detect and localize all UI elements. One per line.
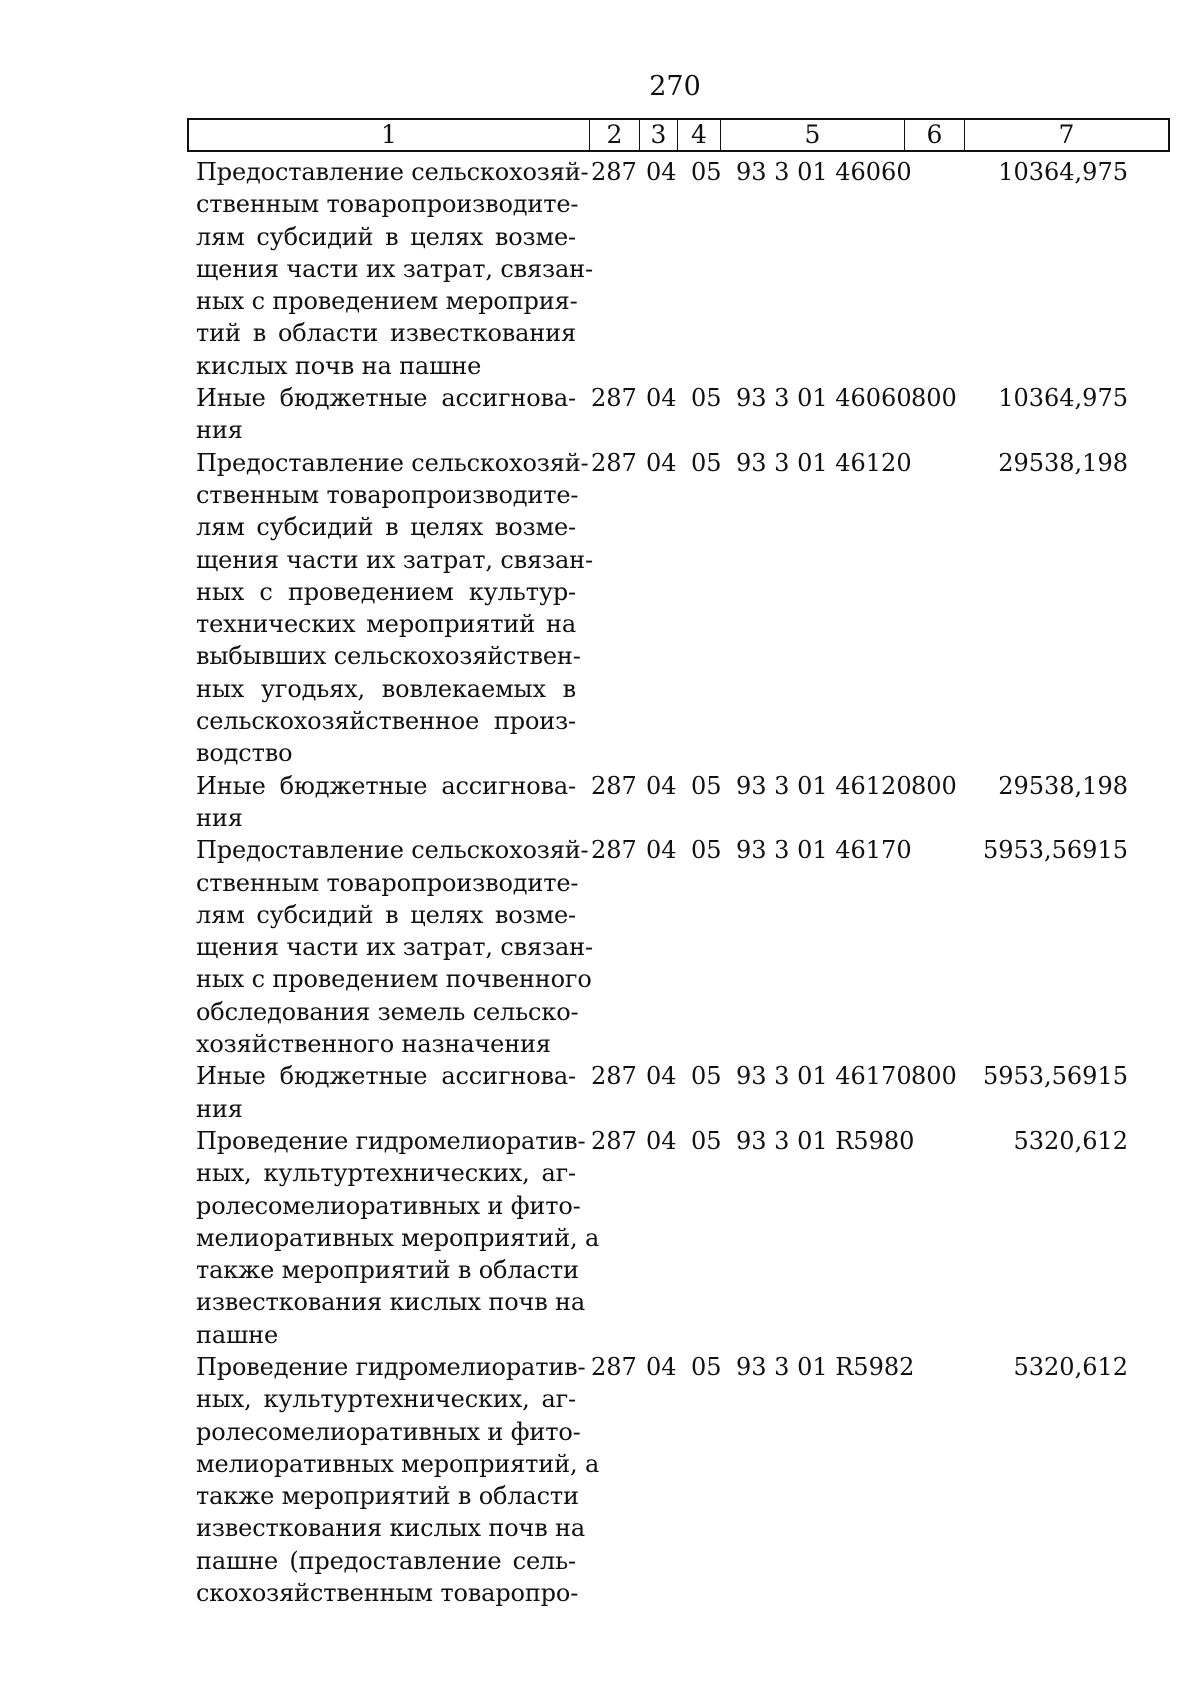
description-line: Иные бюджетные ассигнова- [196, 384, 576, 413]
grbs-code: 287 [591, 448, 637, 477]
subsection-code: 05 [691, 836, 722, 865]
target-article-code: 93 3 01 R5980 [736, 1126, 915, 1155]
description-line: лям субсидий в целях возме- [196, 900, 576, 929]
table-row [0, 382, 1200, 447]
amount: 10364,975 [998, 158, 1128, 186]
row-description [196, 1351, 600, 1609]
description-line: технических мероприятий на [196, 610, 576, 639]
subsection-code: 05 [691, 1352, 722, 1381]
description-line: ственным товаропроизводите- [196, 868, 579, 897]
description-line: хозяйственного назначения [196, 1030, 551, 1059]
amount: 5953,56915 [982, 836, 1128, 865]
target-article-code: 93 3 01 46170 [736, 1062, 912, 1091]
table-row [0, 1351, 1200, 1609]
description-line: Иные бюджетные ассигнова- [196, 1062, 576, 1091]
description-line: ния [196, 1094, 243, 1123]
description-line: также мероприятий в области [196, 1482, 579, 1511]
description-line: ственным товаропроизводите- [196, 480, 579, 509]
grbs-code: 287 [591, 384, 637, 413]
row-description [196, 382, 576, 447]
description-line: известкования кислых почв на [196, 1514, 586, 1543]
table-row [0, 156, 1200, 382]
section-code: 04 [646, 448, 677, 477]
description-line: ных, культуртехнических, аг- [196, 1385, 576, 1414]
description-line: Проведение гидромелиоратив- [196, 1352, 586, 1381]
amount: 10364,975 [998, 384, 1128, 413]
section-code: 04 [646, 384, 677, 413]
expense-type-code: 800 [911, 771, 957, 800]
description-line: ния [196, 803, 243, 832]
row-description [196, 770, 576, 835]
amount: 5320,612 [1013, 1352, 1128, 1381]
row-description [196, 1125, 600, 1351]
grbs-code: 287 [591, 836, 637, 865]
description-line: ных с проведением культур- [196, 577, 576, 606]
target-article-code: 93 3 01 46060 [736, 384, 912, 413]
section-code: 04 [646, 1062, 677, 1091]
subsection-code: 05 [691, 1062, 722, 1091]
description-line: тий в области известкования [196, 319, 576, 348]
grbs-code: 287 [591, 158, 637, 186]
description-line: лям субсидий в целях возме- [196, 513, 576, 542]
target-article-code: 93 3 01 46060 [736, 158, 912, 186]
description-line: водство [196, 739, 293, 768]
description-line: ния [196, 416, 243, 445]
grbs-code: 287 [591, 1062, 637, 1091]
amount: 5953,56915 [982, 1062, 1128, 1091]
expense-type-code: 800 [911, 1062, 957, 1091]
table-row [0, 447, 1200, 770]
target-article-code: 93 3 01 R5982 [736, 1352, 915, 1381]
target-article-code: 93 3 01 46170 [736, 836, 912, 865]
page-number: 270 [649, 71, 701, 102]
description-line: щения части их затрат, связан- [196, 545, 593, 574]
grbs-code: 287 [591, 1126, 637, 1155]
description-line: Предоставление сельскохозяй- [196, 836, 589, 865]
section-code: 04 [646, 771, 677, 800]
row-description [196, 156, 593, 382]
description-line: ных с проведением почвенного [196, 965, 592, 994]
header-col-1: 1 [381, 120, 397, 149]
row-description [196, 447, 593, 770]
description-line: мелиоративных мероприятий, а [196, 1223, 600, 1252]
target-article-code: 93 3 01 46120 [736, 448, 912, 477]
description-line: скохозяйственным товаропро- [196, 1579, 579, 1608]
description-line: ролесомелиоративных и фито- [196, 1191, 581, 1220]
description-line: кислых почв на пашне [196, 351, 482, 380]
subsection-code: 05 [691, 771, 722, 800]
header-col-6: 6 [904, 120, 964, 150]
description-line: щения части их затрат, связан- [196, 933, 593, 962]
table-row [0, 770, 1200, 835]
grbs-code: 287 [591, 1352, 637, 1381]
description-line: ных с проведением мероприя- [196, 287, 578, 316]
section-code: 04 [646, 836, 677, 865]
description-line: щения части их затрат, связан- [196, 254, 593, 283]
description-line: мелиоративных мероприятий, а [196, 1449, 600, 1478]
row-description [196, 1060, 576, 1125]
description-line: ственным товаропроизводите- [196, 190, 579, 219]
header-col-5: 5 [720, 120, 904, 150]
row-description [196, 834, 593, 1060]
header-col-2: 2 [589, 120, 639, 150]
table-header [187, 118, 1170, 152]
description-line: лям субсидий в целях возме- [196, 222, 576, 251]
amount: 5320,612 [1013, 1126, 1128, 1155]
target-article-code: 93 3 01 46120 [736, 771, 912, 800]
description-line: ных угодьях, вовлекаемых в [196, 674, 576, 703]
amount: 29538,198 [998, 448, 1128, 477]
table-body [0, 156, 1200, 1609]
description-line: сельскохозяйственное произ- [196, 707, 576, 736]
section-code: 04 [646, 158, 677, 186]
subsection-code: 05 [691, 384, 722, 413]
description-line: пашне [196, 1320, 279, 1349]
table-row [0, 1060, 1200, 1125]
description-line: пашне (предоставление сель- [196, 1546, 576, 1575]
table-row [0, 834, 1200, 1060]
description-line: Предоставление сельскохозяй- [196, 158, 589, 186]
description-line: ных, культуртехнических, аг- [196, 1159, 576, 1188]
header-col-4: 4 [677, 120, 720, 150]
amount: 29538,198 [998, 771, 1128, 800]
section-code: 04 [646, 1352, 677, 1381]
section-code: 04 [646, 1126, 677, 1155]
header-col-7: 7 [964, 120, 1168, 150]
subsection-code: 05 [691, 1126, 722, 1155]
table-row [0, 1125, 1200, 1351]
description-line: ролесомелиоративных и фито- [196, 1417, 581, 1446]
subsection-code: 05 [691, 448, 722, 477]
header-col-3: 3 [639, 120, 677, 150]
description-line: Иные бюджетные ассигнова- [196, 771, 576, 800]
expense-type-code: 800 [911, 384, 957, 413]
description-line: Предоставление сельскохозяй- [196, 448, 589, 477]
grbs-code: 287 [591, 771, 637, 800]
subsection-code: 05 [691, 158, 722, 186]
description-line: выбывших сельскохозяйствен- [196, 642, 581, 671]
description-line: обследования земель сельско- [196, 997, 579, 1026]
description-line: Проведение гидромелиоратив- [196, 1126, 586, 1155]
description-line: также мероприятий в области [196, 1256, 579, 1285]
description-line: известкования кислых почв на [196, 1288, 586, 1317]
